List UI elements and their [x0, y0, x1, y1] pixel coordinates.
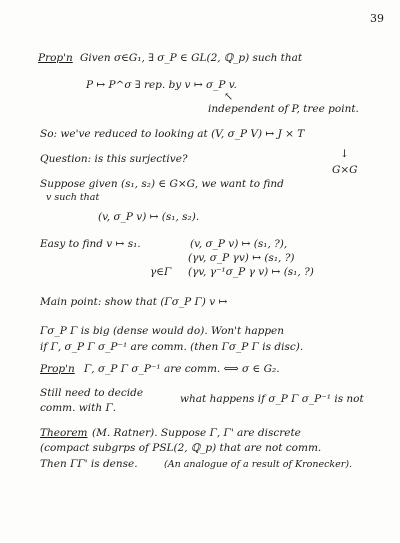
line-gamma-in: γ∈Γ: [150, 266, 172, 278]
line-still-need: Still need to decide: [40, 387, 144, 399]
line-proposition-statement: Given σ∈G₁, ∃ σ_P ∈ GL(2, ℚ_p) such that: [80, 52, 303, 64]
proposition-label: Prop'n: [38, 52, 73, 64]
line-such-that: v such that: [46, 192, 100, 203]
line-question: Question: is this surjective?: [40, 153, 188, 165]
line-mapping: (v, σ_P v) ↦ (s₁, s₂).: [98, 211, 200, 223]
line-mapping-3: (γv, γ⁻¹σ_P γ v) ↦ (s₁, ?): [188, 266, 314, 278]
arrow-up-icon: ↖: [224, 90, 234, 103]
line-comm-disc: if Γ, σ_P Γ σ_P⁻¹ are comm. (then Γσ_P Γ is disc).: [40, 341, 304, 353]
line-what-happens: what happens if σ_P Γ σ_P⁻¹ is not: [180, 393, 364, 405]
line-comm-iff: Γ, σ_P Γ σ_P⁻¹ are comm. ⟺ σ ∈ G₂.: [84, 363, 280, 375]
line-main-point: Main point: show that (Γσ_P Γ) v ↦: [40, 296, 228, 308]
line-reduced: So: we've reduced to looking at (V, σ_P V) ↦ J × T: [40, 128, 305, 140]
page-number: 39: [370, 12, 384, 25]
line-easy-to-find: Easy to find v ↦ s₁.: [40, 238, 141, 250]
line-suppose: Suppose given (s₁, s₂) ∈ G×G, we want to find: [40, 178, 284, 190]
line-representation: P ↦ P^σ ∃ rep. by v ↦ σ_P v.: [86, 79, 237, 91]
line-kronecker: (An analogue of a result of Kronecker).: [164, 459, 353, 470]
line-mapping-2: (γv, σ_P γv) ↦ (s₁, ?): [188, 252, 295, 264]
line-gxg: G×G: [332, 164, 358, 176]
down-arrow-icon: ↓: [340, 148, 349, 160]
proposition-label-2: Prop'n: [40, 363, 75, 375]
line-mapping-1: (v, σ_P v) ↦ (s₁, ?),: [190, 238, 288, 250]
line-comm-with: comm. with Γ.: [40, 402, 117, 414]
line-big-dense: Γσ_P Γ is big (dense would do). Won't happen: [40, 325, 285, 337]
theorem-label: Theorem: [40, 427, 88, 439]
line-theorem-ratner: (M. Ratner). Suppose Γ, Γ' are discrete: [92, 427, 301, 439]
line-compact-subgroups: (compact subgrps of PSL(2, ℚ_p) that are not comm.: [40, 442, 322, 454]
line-dense: Then ΓΓ' is dense.: [40, 458, 138, 470]
line-independent-note: independent of P, tree point.: [208, 103, 359, 115]
